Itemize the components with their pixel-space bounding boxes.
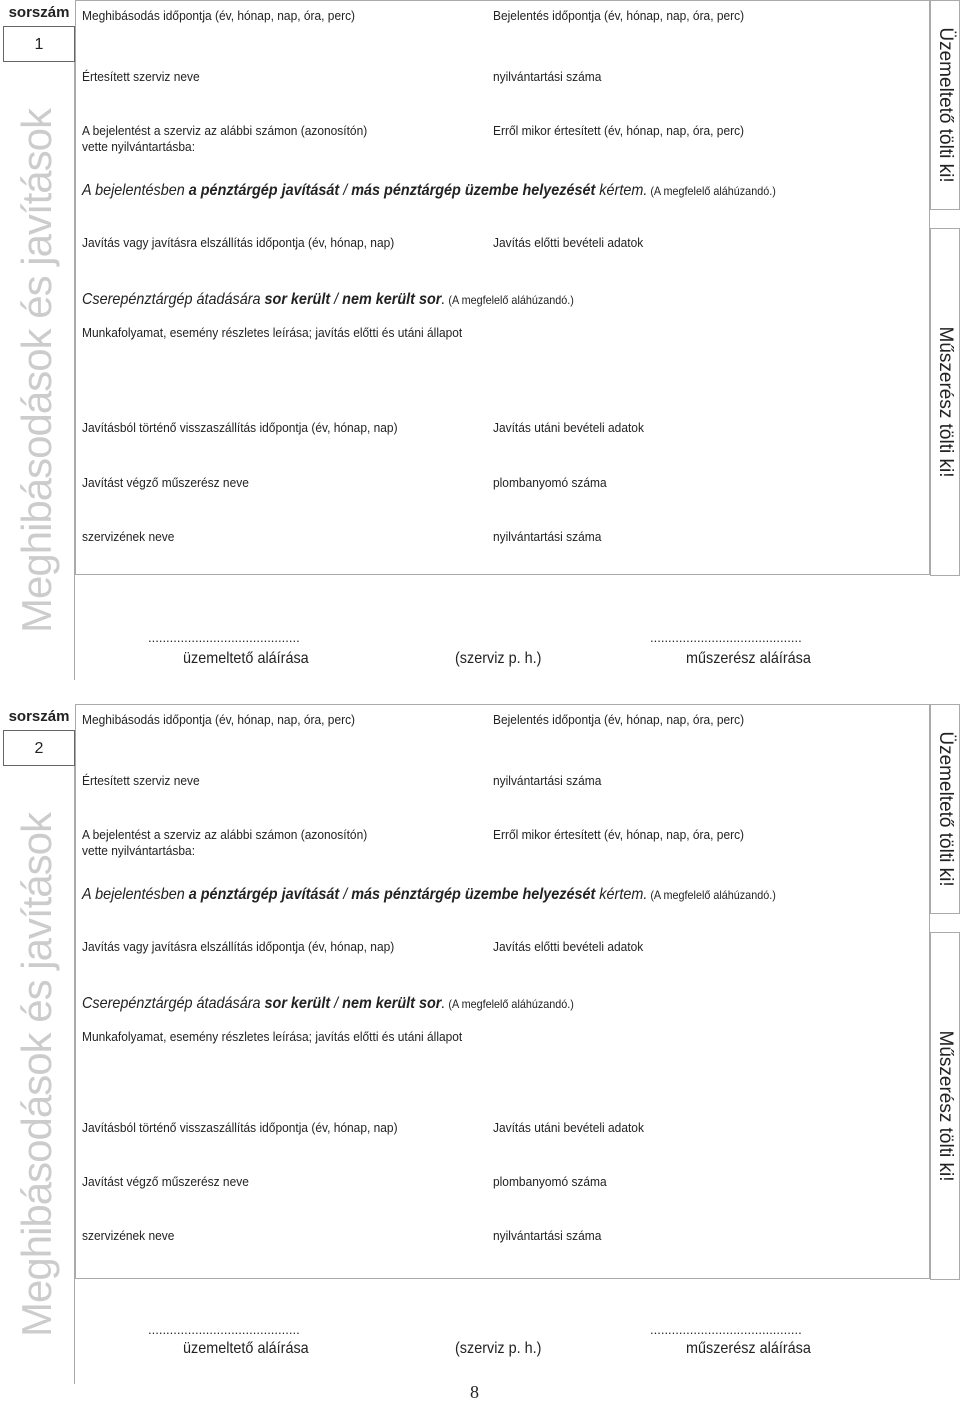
technician-signature-line[interactable]: .......................................... [650,630,802,645]
option-install-other[interactable]: más pénztárgép üzembe helyezését [351,886,596,903]
pre-repair-data-field[interactable]: Javítás előtti bevételi adatok [493,235,644,250]
workflow-description-field[interactable]: Munkafolyamat, esemény részletes leírása; javítás előtti és utáni állapot [82,1029,463,1044]
sorszam-label: sorszám [8,4,70,21]
operator-signature-label: üzemeltető aláírása [183,650,309,667]
option-happened[interactable]: sor került [264,291,331,308]
return-time-field[interactable]: Javításból történő visszaszállítás időpontja (év, hónap, nap) [82,1120,398,1135]
service-name-field[interactable]: Értesített szerviz neve [82,69,200,84]
technician-registry-field[interactable]: nyilvántartási száma [493,1228,602,1243]
failure-time-field[interactable]: Meghibásodás időpontja (év, hónap, nap, óra, perc) [82,8,356,23]
report-id-field-line2: vette nyilvántartásba: [82,139,196,154]
replacement-statement: Cserepénztárgép átadására sor került / nem került sor. (A megfelelő aláhúzandó.) [82,995,574,1012]
option-not-happened[interactable]: nem került sor [342,291,442,308]
post-repair-data-field[interactable]: Javítás utáni bevételi adatok [493,1120,644,1135]
seal-number-field[interactable]: plombanyomó száma [493,1174,607,1189]
option-not-happened[interactable]: nem került sor [342,995,442,1012]
sorszam-number[interactable]: 2 [3,730,75,766]
service-name-field[interactable]: Értesített szerviz neve [82,773,200,788]
operator-signature-line[interactable]: .......................................... [148,1322,300,1337]
option-happened[interactable]: sor került [264,995,331,1012]
post-repair-data-field[interactable]: Javítás utáni bevételi adatok [493,420,644,435]
tab-technician: Műszerész tölti ki! [930,228,960,576]
report-id-field-line2: vette nyilvántartásba: [82,843,196,858]
option-install-other[interactable]: más pénztárgép üzembe helyezését [351,182,596,199]
replacement-statement: Cserepénztárgép átadására sor került / nem került sor. (A megfelelő aláhúzandó.) [82,291,574,308]
notified-time-field[interactable]: Erről mikor értesített (év, hónap, nap, óra, perc) [493,123,745,138]
tab-operator: Üzemeltető tölti ki! [930,0,960,210]
report-id-field-line1[interactable]: A bejelentést a szerviz az alábbi számon (azonosítón) [82,123,368,138]
service-of-field[interactable]: szervizének neve [82,529,175,544]
service-registry-field[interactable]: nyilvántartási száma [493,69,602,84]
repair-time-field[interactable]: Javítás vagy javításra elszállítás időpontja (év, hónap, nap) [82,939,395,954]
report-id-field-line1[interactable]: A bejelentést a szerviz az alábbi számon (azonosítón) [82,827,368,842]
service-stamp-label: (szerviz p. h.) [455,1340,542,1357]
request-statement: A bejelentésben a pénztárgép javítását / más pénztárgép üzembe helyezését kértem. (A megfelelő aláhúzandó.) [82,886,776,903]
pre-repair-data-field[interactable]: Javítás előtti bevételi adatok [493,939,644,954]
workflow-description-field[interactable]: Munkafolyamat, esemény részletes leírása; javítás előtti és utáni állapot [82,325,463,340]
operator-signature-label: üzemeltető aláírása [183,1340,309,1357]
service-of-field[interactable]: szervizének neve [82,1228,175,1243]
technician-signature-line[interactable]: .......................................... [650,1322,802,1337]
technician-registry-field[interactable]: nyilvántartási száma [493,529,602,544]
failure-time-field[interactable]: Meghibásodás időpontja (év, hónap, nap, óra, perc) [82,712,356,727]
option-repair[interactable]: a pénztárgép javítását [188,886,340,903]
technician-name-field[interactable]: Javítást végző műszerész neve [82,475,249,490]
tab-operator: Üzemeltető tölti ki! [930,704,960,914]
service-stamp-label: (szerviz p. h.) [455,650,542,667]
tab-technician: Műszerész tölti ki! [930,932,960,1280]
entry-block-2 [0,704,960,1394]
main-frame [75,704,930,1279]
technician-signature-label: műszerész aláírása [686,1340,811,1357]
sorszam-number[interactable]: 1 [3,26,75,62]
entry-block-1 [0,0,960,690]
sidebar-title: Meghibásodások és javítások [0,766,75,1384]
return-time-field[interactable]: Javításból történő visszaszállítás időpontja (év, hónap, nap) [82,420,398,435]
technician-signature-label: műszerész aláírása [686,650,811,667]
service-registry-field[interactable]: nyilvántartási száma [493,773,602,788]
report-time-field[interactable]: Bejelentés időpontja (év, hónap, nap, óra, perc) [493,8,745,23]
technician-name-field[interactable]: Javítást végző műszerész neve [82,1174,249,1189]
section-divider [75,210,930,211]
sorszam-label: sorszám [8,708,70,725]
request-statement: A bejelentésben a pénztárgép javítását / más pénztárgép üzembe helyezését kértem. (A megfelelő aláhúzandó.) [82,182,776,199]
operator-signature-line[interactable]: .......................................... [148,630,300,645]
notified-time-field[interactable]: Erről mikor értesített (év, hónap, nap, óra, perc) [493,827,745,842]
repair-time-field[interactable]: Javítás vagy javításra elszállítás időpontja (év, hónap, nap) [82,235,395,250]
option-repair[interactable]: a pénztárgép javítását [188,182,340,199]
seal-number-field[interactable]: plombanyomó száma [493,475,607,490]
sidebar-title: Meghibásodások és javítások [0,62,75,680]
report-time-field[interactable]: Bejelentés időpontja (év, hónap, nap, óra, perc) [493,712,745,727]
page-number: 8 [470,1382,479,1402]
